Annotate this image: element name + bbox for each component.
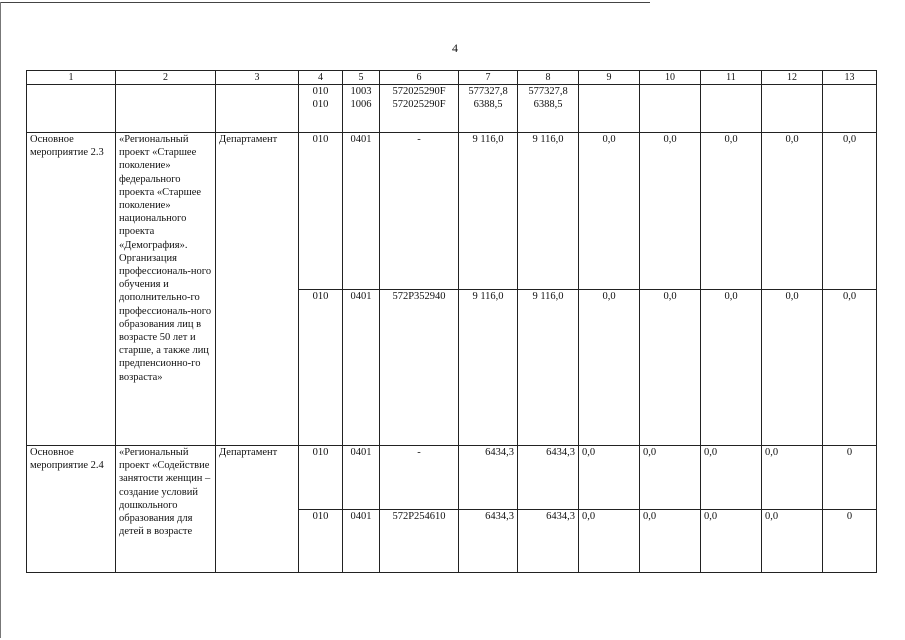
- table-cell: [640, 85, 701, 120]
- cell-value: 6388,5: [473, 99, 503, 110]
- table-cell: 0401: [343, 446, 380, 510]
- header-cell: 6: [380, 71, 459, 85]
- header-cell: 8: [518, 71, 579, 85]
- table-cell: 9 116,0: [518, 289, 579, 446]
- table-cell: [216, 509, 299, 573]
- table-cell: 0,0: [762, 446, 823, 510]
- header-cell: 1: [27, 71, 116, 85]
- table-cell: 9 116,0: [518, 133, 579, 290]
- table-cell: 0,0: [762, 133, 823, 290]
- table-cell: 6434,3: [459, 446, 518, 510]
- header-cell: 11: [701, 71, 762, 85]
- table-cell: 0,0: [701, 509, 762, 573]
- table-cell: 572P352940: [380, 289, 459, 446]
- cell-value: 1003: [350, 86, 372, 97]
- header-cell: 2: [116, 71, 216, 85]
- cell-value: 010: [312, 99, 329, 110]
- table-cell: 010: [299, 289, 343, 446]
- table-row-2-3: [27, 133, 877, 290]
- table-cell: [380, 85, 459, 120]
- activity-name: Основное мероприятие 2.3: [27, 133, 116, 446]
- table-cell: [579, 85, 640, 120]
- table-cell: [116, 85, 216, 120]
- spacer-row: [27, 119, 877, 133]
- table-cell: 0: [823, 446, 877, 510]
- table-cell: 0,0: [701, 289, 762, 446]
- header-cell: 4: [299, 71, 343, 85]
- cell-value: 010: [312, 86, 329, 97]
- table-cell: [823, 85, 877, 120]
- table-row-2-4: [27, 446, 877, 510]
- table-cell: 0,0: [762, 289, 823, 446]
- header-row: [27, 71, 877, 85]
- table-cell: 0,0: [640, 509, 701, 573]
- continued-row: [27, 85, 877, 120]
- page-number: 4: [452, 41, 458, 55]
- table-cell: 0401: [343, 133, 380, 290]
- left-rule: [0, 2, 1, 638]
- table-cell: 0,0: [823, 289, 877, 446]
- table-cell: 0,0: [579, 289, 640, 446]
- table-cell: [701, 85, 762, 120]
- table-cell: 6434,3: [459, 509, 518, 573]
- table-cell: 0,0: [640, 289, 701, 446]
- table-cell: [459, 85, 518, 120]
- table-cell: 0: [823, 509, 877, 573]
- table-cell: -: [380, 133, 459, 290]
- table-cell: 572P254610: [380, 509, 459, 573]
- table-cell: [216, 289, 299, 446]
- table-cell: 0,0: [823, 133, 877, 290]
- cell-value: 6388,5: [533, 99, 563, 110]
- table-cell: 0,0: [701, 446, 762, 510]
- cell-value: 577327,8: [468, 86, 508, 97]
- table-cell: 010: [299, 446, 343, 510]
- table-cell: [518, 85, 579, 120]
- table-cell: 9 116,0: [459, 289, 518, 446]
- table-cell: 6434,3: [518, 509, 579, 573]
- table-cell: 0,0: [640, 446, 701, 510]
- header-cell: 7: [459, 71, 518, 85]
- cell-value: 577327,8: [528, 86, 568, 97]
- cell-value: 1006: [350, 99, 372, 110]
- table-cell: [299, 85, 343, 120]
- cell-value: 572025290F: [392, 99, 446, 110]
- table-cell: 0,0: [762, 509, 823, 573]
- activity-description: «Региональный проект «Старшее поколение» федерального проекта «Старшее поколение» национального проекта «Демография». Организация профессиональ-ного обучения и дополнительно-го профессиональ-ного образования лиц в возрасте 50 лет и старше, а также лиц предпенсионно-го возраста»: [116, 133, 216, 446]
- table-cell: [762, 85, 823, 120]
- table-cell: 0,0: [579, 509, 640, 573]
- header-cell: 12: [762, 71, 823, 85]
- header-cell: 13: [823, 71, 877, 85]
- cell-value: 572025290F: [392, 86, 446, 97]
- top-rule: [0, 2, 650, 3]
- table-cell: 0401: [343, 289, 380, 446]
- table-cell: 0,0: [579, 133, 640, 290]
- table-cell: 0,0: [701, 133, 762, 290]
- executor: Департамент: [216, 133, 299, 290]
- activity-name: Основное мероприятие 2.4: [27, 446, 116, 573]
- header-cell: 3: [216, 71, 299, 85]
- table-cell: 010: [299, 509, 343, 573]
- table-cell: -: [380, 446, 459, 510]
- header-cell: 5: [343, 71, 380, 85]
- budget-table: [26, 70, 877, 573]
- table-cell: [343, 85, 380, 120]
- activity-description: «Региональный проект «Содействие занятости женщин – создание условий дошкольного образования для детей в возрасте: [116, 446, 216, 573]
- header-cell: 9: [579, 71, 640, 85]
- table-cell: 6434,3: [518, 446, 579, 510]
- table-cell: 010: [299, 133, 343, 290]
- table-cell: 9 116,0: [459, 133, 518, 290]
- table-cell: 0,0: [640, 133, 701, 290]
- table-cell: 0401: [343, 509, 380, 573]
- header-cell: 10: [640, 71, 701, 85]
- table-cell: 0,0: [579, 446, 640, 510]
- executor: Департамент: [216, 446, 299, 510]
- table-cell: [216, 85, 299, 120]
- table-cell: [27, 85, 116, 120]
